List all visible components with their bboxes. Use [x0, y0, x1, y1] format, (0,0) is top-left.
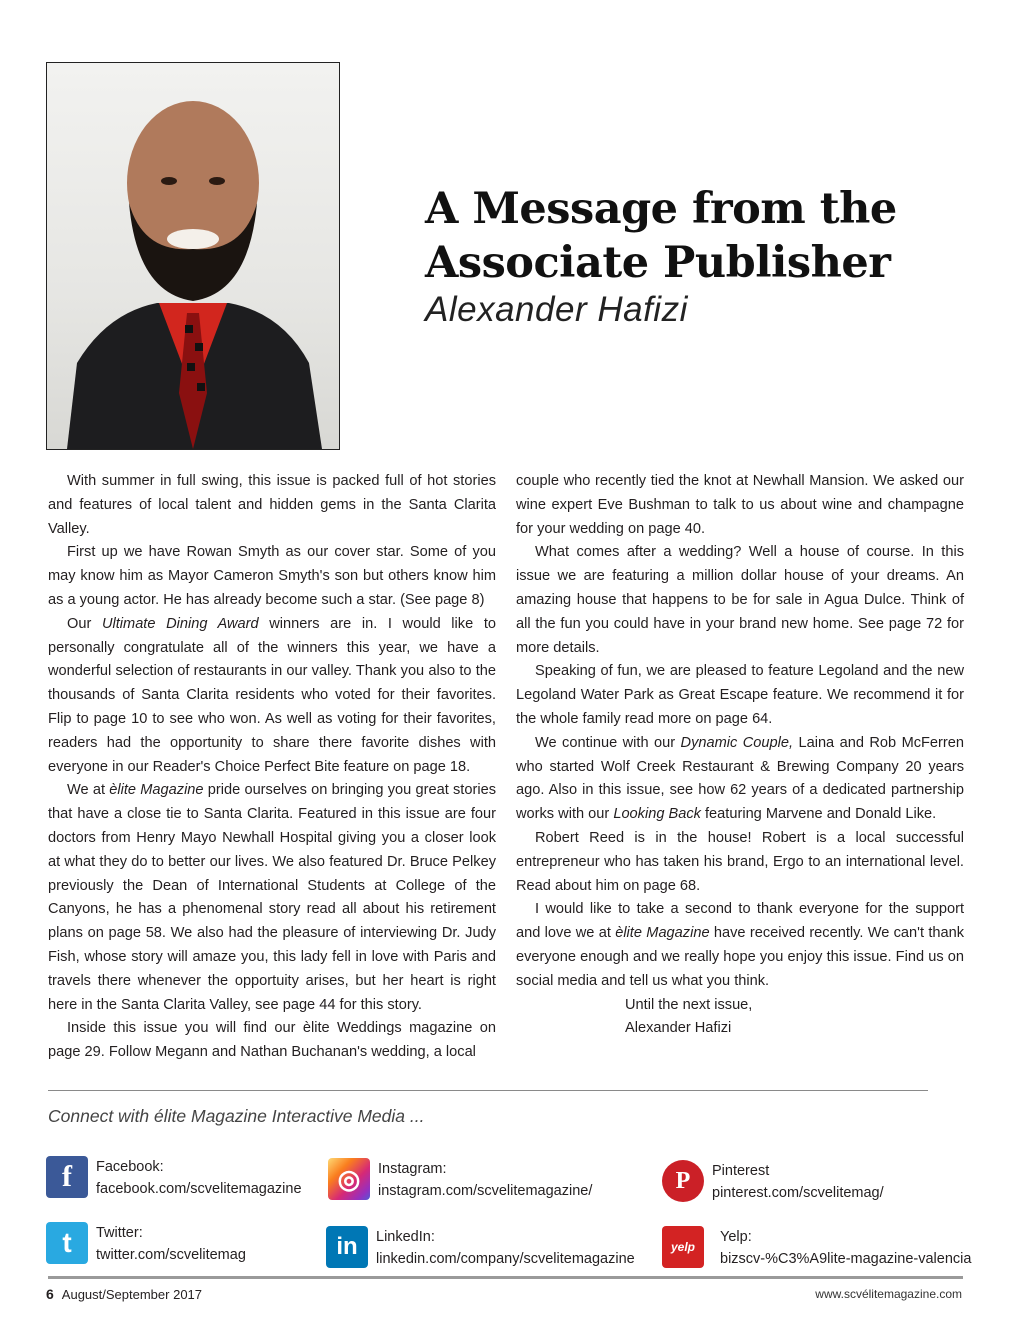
publisher-photo [46, 62, 340, 450]
social-instagram[interactable] [328, 1158, 592, 1202]
section-divider [48, 1090, 928, 1091]
signoff-line: Until the next issue, [625, 996, 753, 1013]
social-pinterest[interactable] [662, 1160, 884, 1204]
paragraph: What comes after a wedding? Well a house of course. In this issue we are featuring a million dollar house of your dreams. An amazing house that happens to be for sale in Agua Dulce. Think of all the fun you could have in your brand new home. See page 72 for more details. [516, 544, 964, 656]
social-twitter[interactable] [46, 1222, 246, 1266]
paragraph: Speaking of fun, we are pleased to feature Legoland and the new Legoland Water Park as Great Escape feature. We recommend it for the whole family read more on page 64. [516, 663, 964, 727]
title-line-1: A Message from the [425, 184, 897, 234]
page-footer [46, 1286, 202, 1302]
social-label: LinkedIn: [376, 1229, 435, 1245]
page-number: 6 [46, 1286, 54, 1302]
signoff-name: Alexander Hafizi [625, 1020, 732, 1037]
social-label: Twitter: [96, 1225, 143, 1241]
paragraph: Our Ultimate Dining Award winners are in. I would like to personally congratulate all of the winners this year, we have a wonderful selection of restaurants in our valley. Thank you also to the thousands of Santa Clarita residents who voted for their favorites. Flip to page 10 to see who won. As well as voting for their favorites, readers had the opportunity to share there favorite dishes with everyone in our Reader's Choice Perfect Bite feature on page 18. [48, 615, 496, 775]
paragraph: We continue with our Dynamic Couple, Laina and Rob McFerren who started Wolf Creek Restaurant & Brewing Company 20 years ago. Also in this issue, see how 62 years of a dedicated partnership works with our Looking Back featuring Marvene and Donald Like. [516, 734, 965, 823]
twitter-icon[interactable]: t [46, 1222, 88, 1264]
paragraph: We at èlite Magazine pride ourselves on bringing you great stories that have a close tie to Santa Clarita. Featured in this issue are four doctors from Henry Mayo Newhall Hospital giving you a closer look at what they do to better our lives. We also featured Dr. Bruce Pelkey previously the Dean of International Students at College of the Canyons, he has a phenomenal story read all about his retirement plans on page 58. We also had the pleasure of interviewing Dr. Judy Fish, whose story will amaze you, this lady fell in love with Paris and travels there whenever the opportuity arises, but her heart is right here in the Santa Clarita Valley, see page 44 for this story. [48, 782, 496, 1013]
social-linkedin[interactable] [326, 1226, 635, 1270]
portrait-illustration [47, 63, 339, 449]
social-link[interactable]: twitter.com/scvelitemag [96, 1247, 246, 1263]
article-column-right [516, 470, 964, 1041]
yelp-icon[interactable]: yelp [662, 1226, 704, 1268]
page-title [425, 182, 897, 290]
footer-divider [48, 1276, 963, 1279]
social-link[interactable]: bizscv-%C3%A9lite-magazine-valencia [720, 1251, 972, 1267]
paragraph: couple who recently tied the knot at Newhall Mansion. We asked our wine expert Eve Bushman to talk to us about wine and champagne for your wedding on page 40. [516, 473, 964, 537]
paragraph: With summer in full swing, this issue is packed full of hot stories and features of local talent and hidden gems in the Santa Clarita Valley. [48, 473, 496, 537]
social-link[interactable]: linkedin.com/company/scvelitemagazine [376, 1251, 635, 1267]
social-label: Instagram: [378, 1161, 447, 1177]
social-label: Pinterest [712, 1163, 770, 1179]
paragraph: Robert Reed is in the house! Robert is a local successful entrepreneur who has taken his brand, Ergo to an international level. Read about him on page 68. [516, 829, 964, 894]
social-link[interactable]: instagram.com/scvelitemagazine/ [378, 1183, 593, 1199]
paragraph: I would like to take a second to thank everyone for the support and love we at èlite Magazine have received recently. We can't thank everyone enough and we really hope you enjoy this issue. Find us on social media and tell us what you think. [516, 901, 965, 989]
facebook-icon[interactable]: f [46, 1156, 88, 1198]
social-label: Yelp: [720, 1229, 752, 1245]
social-link[interactable]: pinterest.com/scvelitemag/ [712, 1185, 884, 1201]
social-yelp[interactable] [662, 1226, 971, 1270]
site-url[interactable]: www.scvélitemagazine.com [815, 1287, 962, 1301]
instagram-icon[interactable]: ◎ [328, 1158, 370, 1200]
paragraph: Inside this issue you will find our èlite Weddings magazine on page 29. Follow Megann and Nathan Buchanan's wedding, a local [48, 1020, 496, 1061]
paragraph: First up we have Rowan Smyth as our cover star. Some of you may know him as Mayor Cameron Smyth's son but others know him as a young actor. He has already become such a star. (See page 8) [48, 544, 496, 608]
linkedin-icon[interactable]: in [326, 1226, 368, 1268]
article-column-left [48, 470, 496, 1065]
title-line-2: Associate Publisher [425, 238, 891, 288]
social-label: Facebook: [96, 1159, 164, 1175]
issue-date: August/September 2017 [61, 1287, 203, 1302]
connect-heading: Connect with élite Magazine Interactive Media ... [48, 1106, 425, 1126]
author-byline: Alexander Hafizi [425, 290, 688, 329]
social-facebook[interactable] [46, 1156, 302, 1200]
pinterest-icon[interactable]: P [662, 1160, 704, 1202]
social-link[interactable]: facebook.com/scvelitemagazine [96, 1181, 302, 1197]
